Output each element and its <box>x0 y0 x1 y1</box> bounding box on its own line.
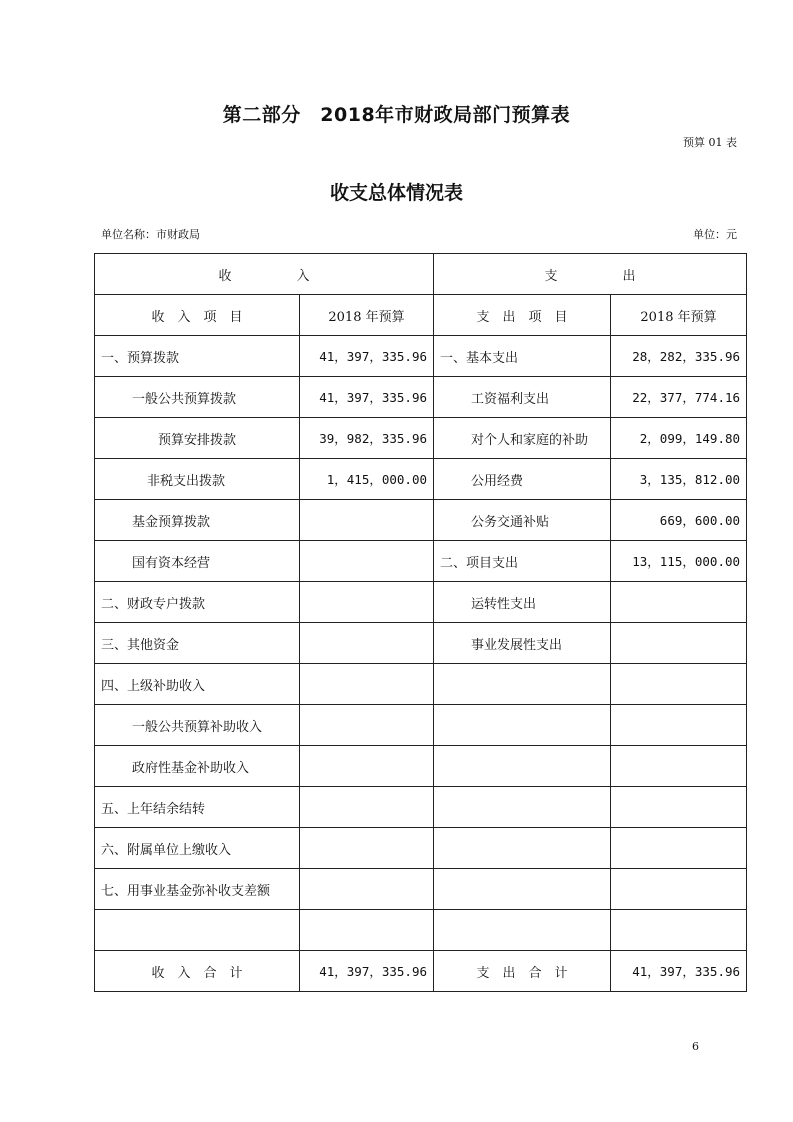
table-row <box>95 910 747 951</box>
expense-value-cell: 28，282，335.96 <box>611 336 747 377</box>
expense-value-cell <box>611 910 747 951</box>
expense-item-cell <box>434 705 611 746</box>
table-row <box>95 705 747 746</box>
part-title: 第二部分 2018年市财政局部门预算表 <box>222 104 571 126</box>
income-item-cell: 基金预算拨款 <box>95 500 300 541</box>
income-item-cell: 政府性基金补助收入 <box>95 746 300 787</box>
expense-value-cell <box>611 828 747 869</box>
expense-item-header: 支 出 项 目 <box>434 295 611 336</box>
income-value-cell <box>300 664 434 705</box>
expense-total-value: 41，397，335.96 <box>611 951 747 992</box>
expense-value-cell: 13，115，000.00 <box>611 541 747 582</box>
income-item-cell: 国有资本经营 <box>95 541 300 582</box>
expense-value-cell: 2，099，149.80 <box>611 418 747 459</box>
table-row <box>95 377 747 418</box>
income-value-cell <box>300 582 434 623</box>
expense-item-cell <box>434 787 611 828</box>
income-item-header: 收 入 项 目 <box>95 295 300 336</box>
expense-value-cell <box>611 623 747 664</box>
income-value-cell: 1，415，000.00 <box>300 459 434 500</box>
income-item-cell: 三、其他资金 <box>95 623 300 664</box>
income-item-cell: 四、上级补助收入 <box>95 664 300 705</box>
table-row <box>95 459 747 500</box>
income-value-cell <box>300 828 434 869</box>
income-value-cell <box>300 541 434 582</box>
currency-unit: 单位：元 <box>693 228 737 241</box>
income-value-cell: 41，397，335.96 <box>300 377 434 418</box>
expense-item-cell: 二、项目支出 <box>434 541 611 582</box>
table-row <box>95 336 747 377</box>
income-value-cell <box>300 910 434 951</box>
table-title: 收支总体情况表 <box>329 182 463 204</box>
income-item-cell: 七、用事业基金弥补收支差额 <box>95 869 300 910</box>
table-row <box>95 541 747 582</box>
expense-value-cell: 22，377，774.16 <box>611 377 747 418</box>
income-value-cell <box>300 869 434 910</box>
expense-item-cell: 工资福利支出 <box>434 377 611 418</box>
income-item-cell: 一、预算拨款 <box>95 336 300 377</box>
table-row <box>95 418 747 459</box>
table-row <box>95 500 747 541</box>
income-budget-header: 2018 年预算 <box>300 295 434 336</box>
income-item-cell: 一般公共预算拨款 <box>95 377 300 418</box>
totals-row <box>95 951 747 992</box>
table-row <box>95 746 747 787</box>
income-total-value: 41，397，335.96 <box>300 951 434 992</box>
expense-value-cell <box>611 664 747 705</box>
expense-item-cell <box>434 828 611 869</box>
income-item-cell: 非税支出拨款 <box>95 459 300 500</box>
income-item-cell <box>95 910 300 951</box>
header-row-main <box>95 254 747 295</box>
income-item-cell: 一般公共预算补助收入 <box>95 705 300 746</box>
table-number: 预算 01 表 <box>683 136 737 149</box>
table-row <box>95 787 747 828</box>
income-value-cell <box>300 787 434 828</box>
income-total-label: 收 入 合 计 <box>95 951 300 992</box>
expense-header: 支 出 <box>434 254 747 295</box>
income-item-cell: 二、财政专户拨款 <box>95 582 300 623</box>
expense-value-cell <box>611 705 747 746</box>
table-row <box>95 828 747 869</box>
expense-budget-header: 2018 年预算 <box>611 295 747 336</box>
expense-item-cell <box>434 746 611 787</box>
income-value-cell <box>300 500 434 541</box>
expense-item-cell: 运转性支出 <box>434 582 611 623</box>
expense-value-cell: 3，135，812.00 <box>611 459 747 500</box>
expense-item-cell <box>434 869 611 910</box>
header-row-sub <box>95 295 747 336</box>
table-row <box>95 664 747 705</box>
table-row <box>95 869 747 910</box>
expense-item-cell: 事业发展性支出 <box>434 623 611 664</box>
table-row <box>95 623 747 664</box>
expense-item-cell: 一、基本支出 <box>434 336 611 377</box>
unit-name: 单位名称：市财政局 <box>101 228 200 241</box>
income-item-cell: 预算安排拨款 <box>95 418 300 459</box>
income-value-cell <box>300 746 434 787</box>
income-item-cell: 五、上年结余结转 <box>95 787 300 828</box>
income-value-cell: 39，982，335.96 <box>300 418 434 459</box>
expense-item-cell: 公用经费 <box>434 459 611 500</box>
expense-item-cell <box>434 664 611 705</box>
expense-value-cell <box>611 582 747 623</box>
expense-item-cell: 公务交通补贴 <box>434 500 611 541</box>
expense-item-cell: 对个人和家庭的补助 <box>434 418 611 459</box>
expense-value-cell <box>611 869 747 910</box>
income-item-cell: 六、附属单位上缴收入 <box>95 828 300 869</box>
income-value-cell <box>300 705 434 746</box>
page-number: 6 <box>692 1040 699 1053</box>
income-value-cell <box>300 623 434 664</box>
income-value-cell: 41，397，335.96 <box>300 336 434 377</box>
expense-value-cell: 669，600.00 <box>611 500 747 541</box>
expense-total-label: 支 出 合 计 <box>434 951 611 992</box>
table-row <box>95 582 747 623</box>
expense-value-cell <box>611 746 747 787</box>
budget-table <box>94 253 747 992</box>
income-header: 收 入 <box>95 254 434 295</box>
expense-value-cell <box>611 787 747 828</box>
expense-item-cell <box>434 910 611 951</box>
